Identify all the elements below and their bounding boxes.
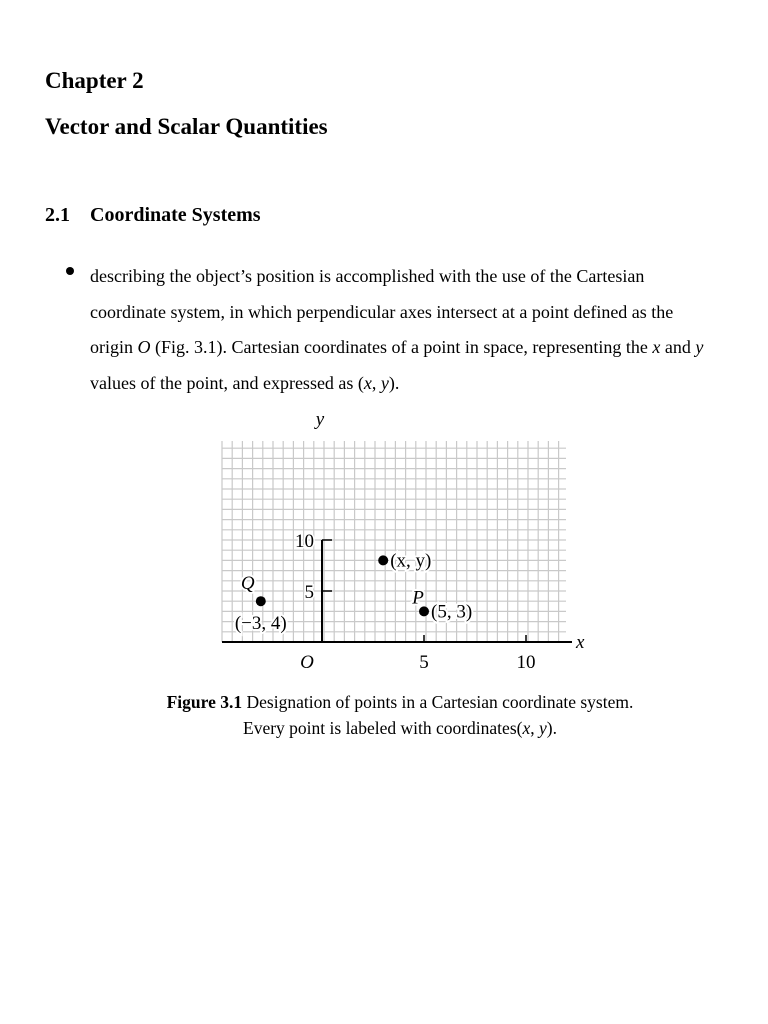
caption-line-1: Figure 3.1 Designation of points in a Cartesian coordinate system. bbox=[166, 692, 634, 712]
y-tick-label: 5 bbox=[304, 582, 314, 603]
point-coordinate-label: (x, y) bbox=[390, 550, 432, 572]
bullet-text: describing the object’s position is accomplished with the use of the Cartesian coordinate system, in which perpendicular axes intersect at a point defined as the origin O (Fig. 3.1). Cartesian coordinates of a point in space, representing the x and y values of the point, and expressed as (x, y). bbox=[90, 266, 704, 393]
point-coordinate-label: (−3, 4) bbox=[234, 613, 287, 635]
x-tick-label: 10 bbox=[516, 652, 536, 673]
point-name-label: Q bbox=[240, 573, 255, 595]
chapter-title: Vector and Scalar Quantities bbox=[45, 114, 328, 139]
x-tick-label: 5 bbox=[419, 652, 429, 673]
point-coordinate-label: (5, 3) bbox=[431, 601, 473, 623]
bullet-icon bbox=[66, 267, 74, 275]
caption-line-2: Every point is labeled with coordinates(x, y). bbox=[243, 718, 557, 738]
data-point bbox=[378, 555, 388, 565]
origin-label: O bbox=[300, 652, 314, 673]
chapter-label: Chapter 2 bbox=[45, 68, 144, 93]
point-name-label: P bbox=[412, 587, 424, 609]
section-title: Coordinate Systems bbox=[90, 204, 261, 226]
y-tick-label: 10 bbox=[295, 531, 314, 552]
grid bbox=[222, 441, 566, 642]
caption-label: Figure 3.1 bbox=[166, 692, 243, 712]
cartesian-plot bbox=[210, 405, 600, 685]
data-point bbox=[256, 596, 266, 606]
section-heading bbox=[45, 204, 261, 227]
y-axis-label: y bbox=[315, 409, 325, 430]
figure-caption bbox=[100, 689, 700, 741]
figure-cartesian bbox=[210, 405, 600, 685]
section-number: 2.1 bbox=[45, 204, 70, 226]
x-axis-label: x bbox=[576, 632, 585, 653]
